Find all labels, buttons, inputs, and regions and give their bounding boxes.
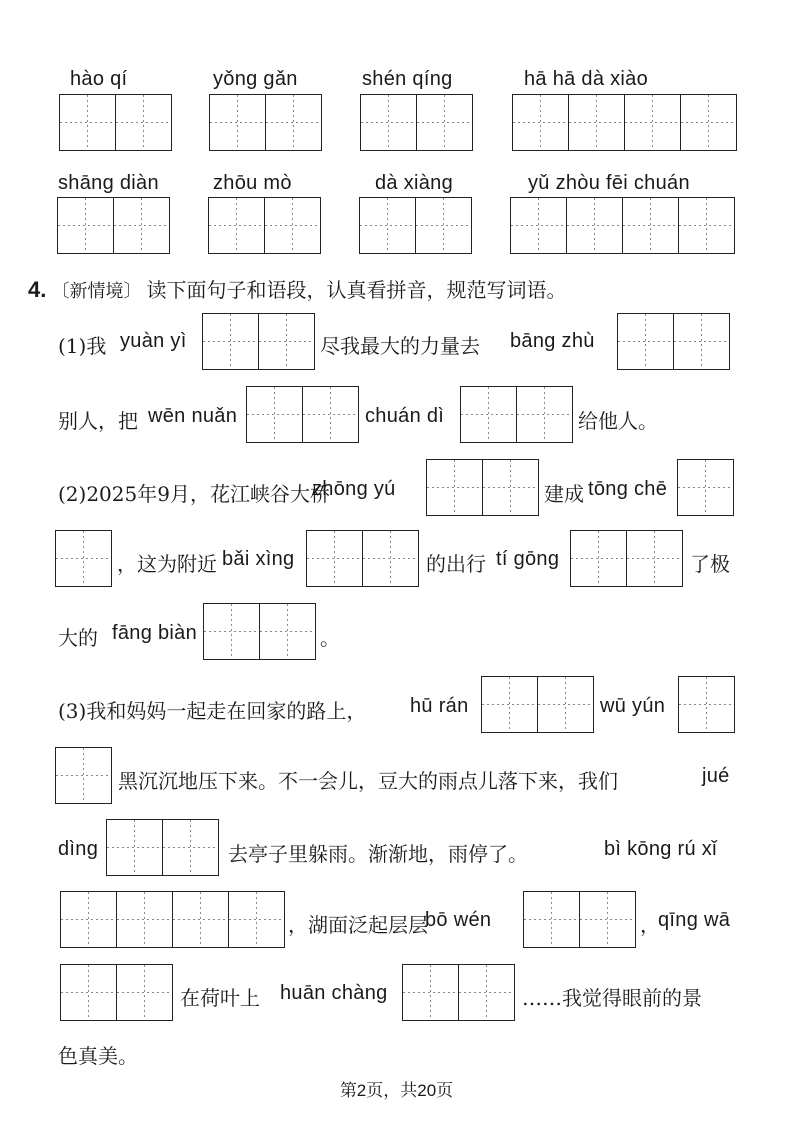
p3-pinyin-wuyun: wū yún: [600, 695, 666, 717]
p1-pinyin-bangzhu: bāng zhù: [510, 330, 595, 352]
writing-grid[interactable]: [60, 891, 285, 948]
p1-pinyin-wennuan: wēn nuǎn: [148, 405, 238, 427]
p2-text-a: (2)2025年9月，花江峡谷大桥: [58, 482, 330, 506]
p3-pinyin-qingwa: qīng wā: [658, 909, 731, 931]
p1-text-d: 给他人。: [578, 409, 658, 433]
writing-grid[interactable]: [246, 386, 359, 443]
writing-grid[interactable]: [306, 530, 419, 587]
p1-text-a: (1)我: [58, 334, 107, 358]
pinyin-shangdian: shāng diàn: [58, 172, 159, 194]
p3-pinyin-bikongruxi: bì kōng rú xǐ: [604, 838, 717, 860]
pinyin-yonggan: yǒng gǎn: [213, 68, 298, 90]
p1-text-c: 别人，把: [58, 409, 138, 433]
writing-grid[interactable]: [426, 459, 539, 516]
writing-grid[interactable]: [60, 964, 173, 1021]
p3-pinyin-bowen: bō wén: [425, 909, 492, 931]
p1-pinyin-yuanyi: yuàn yì: [120, 330, 187, 352]
question-number: 4.: [28, 277, 47, 302]
p2-text-f: 大的: [58, 626, 98, 650]
p3-pinyin-huanchang: huān chàng: [280, 982, 388, 1004]
writing-grid[interactable]: [209, 94, 322, 151]
p3-pinyin-ding: dìng: [58, 838, 99, 860]
p2-text-b: 建成: [544, 482, 584, 506]
writing-grid[interactable]: [481, 676, 594, 733]
p1-pinyin-chuandi: chuán dì: [365, 405, 445, 427]
p2-pinyin-fangbian: fāng biàn: [112, 622, 197, 644]
p2-text-d: 的出行: [426, 552, 486, 576]
p3-text-h: 色真美。: [58, 1044, 138, 1068]
p3-pinyin-huran: hū rán: [410, 695, 469, 717]
writing-grid[interactable]: [617, 313, 730, 370]
p3-text-c: 去亭子里躲雨。渐渐地，雨停了。: [228, 842, 528, 866]
p2-pinyin-tongche: tōng chē: [588, 478, 668, 500]
writing-grid[interactable]: [202, 313, 315, 370]
p2-text-c: ，这为附近: [117, 552, 217, 576]
writing-grid[interactable]: [402, 964, 515, 1021]
page-footer: 第2页，共20页: [339, 1081, 454, 1100]
writing-grid[interactable]: [510, 197, 735, 254]
p2-text-e: 了极: [690, 552, 730, 576]
writing-grid[interactable]: [360, 94, 473, 151]
p2-pinyin-tigong: tí gōng: [496, 548, 560, 570]
writing-grid[interactable]: [55, 747, 112, 804]
question-instruction: 读下面句子和语段，认真看拼音，规范写词语。: [146, 278, 567, 302]
writing-grid[interactable]: [359, 197, 472, 254]
writing-grid[interactable]: [512, 94, 737, 151]
pinyin-haoqi: hào qí: [70, 68, 128, 90]
p3-text-b: 黑沉沉地压下来。不一会儿，豆大的雨点儿落下来，我们: [118, 769, 618, 793]
writing-grid[interactable]: [55, 530, 112, 587]
question-4-heading: [28, 274, 567, 303]
writing-grid[interactable]: [570, 530, 683, 587]
writing-grid[interactable]: [59, 94, 172, 151]
pinyin-shenqing: shén qíng: [362, 68, 453, 90]
p2-pinyin-baixing: bǎi xìng: [222, 548, 295, 570]
p3-text-a: (3)我和妈妈一起走在回家的路上，: [58, 699, 367, 723]
writing-grid[interactable]: [203, 603, 316, 660]
p2-pinyin-zhongyu: zhōng yú: [312, 478, 396, 500]
p3-text-e: ，: [640, 913, 660, 937]
writing-grid[interactable]: [677, 459, 734, 516]
writing-grid[interactable]: [208, 197, 321, 254]
writing-grid[interactable]: [460, 386, 573, 443]
p3-text-d: ，湖面泛起层层: [288, 913, 428, 937]
pinyin-daxiang: dà xiàng: [375, 172, 454, 194]
p1-text-b: 尽我最大的力量去: [320, 334, 480, 358]
p2-text-g: 。: [320, 626, 340, 650]
pinyin-yuzhoufeichuan: yǔ zhòu fēi chuán: [528, 172, 690, 194]
writing-grid[interactable]: [106, 819, 219, 876]
pinyin-zhoumo: zhōu mò: [213, 172, 292, 194]
writing-grid[interactable]: [678, 676, 735, 733]
question-tag: 〔新情境〕: [51, 281, 142, 302]
writing-grid[interactable]: [523, 891, 636, 948]
p3-text-f: 在荷叶上: [180, 986, 260, 1010]
p3-text-g: ……我觉得眼前的景: [522, 986, 702, 1010]
writing-grid[interactable]: [57, 197, 170, 254]
pinyin-hahadaxiao: hā hā dà xiào: [524, 68, 648, 90]
p3-pinyin-jue: jué: [702, 765, 730, 787]
